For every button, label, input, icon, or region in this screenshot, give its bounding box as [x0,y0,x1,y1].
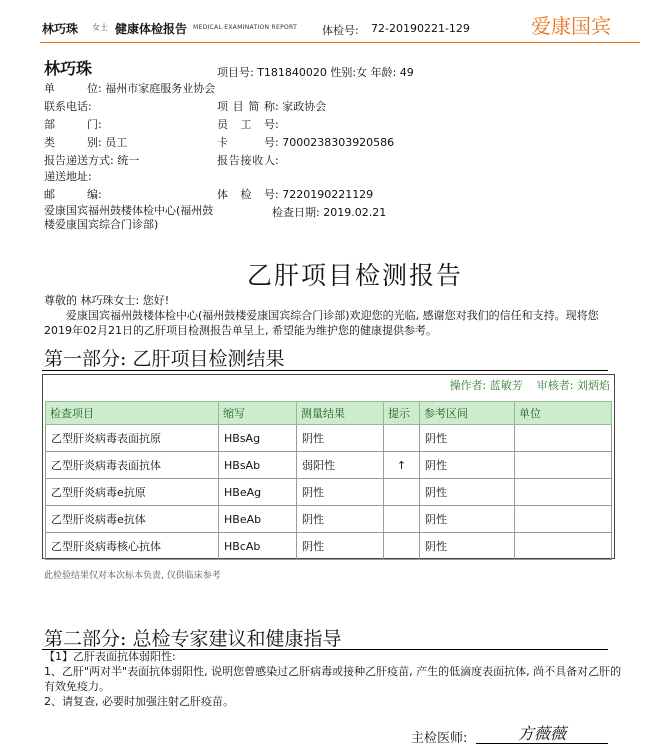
cell-item: 乙型肝炎病毒表面抗体 [46,452,219,479]
cell-result: 阴性 [297,425,384,452]
advice-block [44,649,624,709]
cell-flag [384,479,420,506]
info-value: 员工 [105,136,128,149]
section2-title: 第二部分: 总检专家建议和健康指导 [44,628,342,650]
cell-unit [515,452,612,479]
reviewer-label: 审核者: [536,379,574,392]
doctor-label: 主检医师: [411,731,468,746]
info-card-no: 卡号: 7000238303920586 [217,136,395,149]
cell-ref: 阴性 [420,479,515,506]
cell-abbr: HBcAb [219,533,297,560]
info-exam-no: 体检号: 7220190221129 [217,188,374,201]
info-value: 福州市家庭服务业协会 [105,82,216,95]
cell-unit [515,533,612,560]
cell-ref: 阴性 [420,506,515,533]
reviewer-name: 刘炳焰 [577,379,610,392]
signature-line [476,743,608,744]
col-header-flag: 提示 [384,402,420,425]
table-row [46,479,612,506]
col-header-result: 测量结果 [297,402,384,425]
cell-flag: ↑ [384,452,420,479]
info-label: 递送地址 [44,170,88,183]
cell-result: 阴性 [297,533,384,560]
cell-result: 弱阳性 [297,452,384,479]
cell-unit [515,506,612,533]
info-label: 联系电话 [44,100,88,113]
cell-ref: 阴性 [420,425,515,452]
operator-name: 蓝敏芳 [489,379,523,392]
info-unit: 单位: 福州市家庭服务业协会 [44,82,216,95]
info-value: 7000238303920586 [282,136,395,149]
info-label: 项目简称 [217,100,275,113]
advice-heading: 【1】乙肝表面抗体弱阳性: [44,650,176,663]
cell-flag [384,506,420,533]
info-label: 单位 [44,82,98,95]
cell-item: 乙型肝炎病毒表面抗原 [46,425,219,452]
report-intro-text: 爱康国宾福州鼓楼体检中心(福州鼓楼爱康国宾综合门诊部)欢迎您的光临, 感谢您对我们的信任和支持。现将您2019年02月21日的乙肝项目检测报告单呈上, 希望能为维护您的健康提供参考。 [44,309,599,337]
patient-project-line: 项目号: T181840020 性别:女 年龄: 49 [217,66,414,79]
results-table-frame [42,374,615,559]
advice-item-2: 2、请复查, 必要时加强注射乙肝疫苗。 [44,695,234,708]
cell-flag [384,425,420,452]
col-header-unit: 单位 [515,402,612,425]
header-patient-name: 林巧珠 [42,22,79,36]
info-label: 体检号 [217,188,275,201]
table-row [46,533,612,560]
operator-line [450,377,610,393]
info-label: 员工号 [217,118,275,131]
table-row [46,506,612,533]
table-row [46,452,612,479]
header-exam-no: 72-20190221-129 [371,22,470,35]
section1-rule [42,370,608,371]
cell-ref: 阴性 [420,452,515,479]
col-header-abbr: 缩写 [219,402,297,425]
doctor-signature: 方薇薇 [518,724,567,743]
info-value: 家政协会 [282,100,327,113]
info-postcode: 邮编: [44,188,102,201]
table-row [46,425,612,452]
info-label: 报告接收人 [217,154,275,167]
report-greeting: 尊敬的 林巧珠女士: 您好! [44,294,170,307]
cell-unit [515,479,612,506]
col-header-ref: 参考区间 [420,402,515,425]
report-title: 乙肝项目检测报告 [246,261,463,290]
cell-item: 乙型肝炎病毒e抗体 [46,506,219,533]
info-value: 7220190221129 [282,188,374,201]
advice-item-1: 1、乙肝"两对半"表面抗体弱阳性, 说明您曾感染过乙肝病毒或接种乙肝疫苗, 产生的低滴度表面抗体, 尚不具备对乙肝的有效免疫力。 [44,665,622,693]
header-report-title-en: MEDICAL EXAMINATION REPORT [193,24,298,31]
info-label: 卡号 [217,136,275,149]
header-salutation: 女士 [92,23,108,32]
info-department: 部门: [44,118,102,131]
report-intro [44,293,609,338]
cell-abbr: HBeAb [219,506,297,533]
header-report-title: 健康体检报告 [115,22,188,36]
brand-logo: 爱康国宾 [531,14,611,38]
cell-abbr: HBsAg [219,425,297,452]
info-value: 统一 [117,154,140,167]
results-table [45,401,612,560]
info-label: 报告递送方式 [44,154,110,167]
exam-date [272,204,386,220]
cell-flag [384,533,420,560]
exam-date-label: 检查日期: [272,206,320,219]
info-label: 类别 [44,136,98,149]
results-footnote: 此检验结果仅对本次标本负责, 仅供临床参考 [44,571,221,581]
clinic-name: 爱康国宾福州鼓楼体检中心(福州鼓楼爱康国宾综合门诊部) [44,204,214,231]
exam-date-value: 2019.02.21 [323,206,387,219]
cell-item: 乙型肝炎病毒核心抗体 [46,533,219,560]
operator-label: 操作者: [449,379,487,392]
cell-item: 乙型肝炎病毒e抗原 [46,479,219,506]
col-header-item: 检查项目 [46,402,219,425]
header-divider [40,42,640,43]
cell-abbr: HBsAb [219,452,297,479]
table-header-row [46,402,612,425]
info-phone: 联系电话: [44,100,92,113]
info-category: 类别: 员工 [44,136,128,149]
cell-result: 阴性 [297,506,384,533]
cell-unit [515,425,612,452]
info-delivery-address: 递送地址: [44,170,92,183]
cell-ref: 阴性 [420,533,515,560]
info-label: 邮编 [44,188,98,201]
patient-name: 林巧珠 [44,59,93,78]
info-delivery-method: 报告递送方式: 统一 [44,154,140,167]
info-report-recipient: 报告接收人: [217,154,279,167]
section1-title: 第一部分: 乙肝项目检测结果 [44,348,285,370]
cell-abbr: HBeAg [219,479,297,506]
info-employee-no: 员工号: [217,118,279,131]
header-exam-no-label: 体检号: [322,24,359,37]
info-label: 部门 [44,118,98,131]
info-project-short: 项目简称: 家政协会 [217,100,327,113]
cell-result: 阴性 [297,479,384,506]
